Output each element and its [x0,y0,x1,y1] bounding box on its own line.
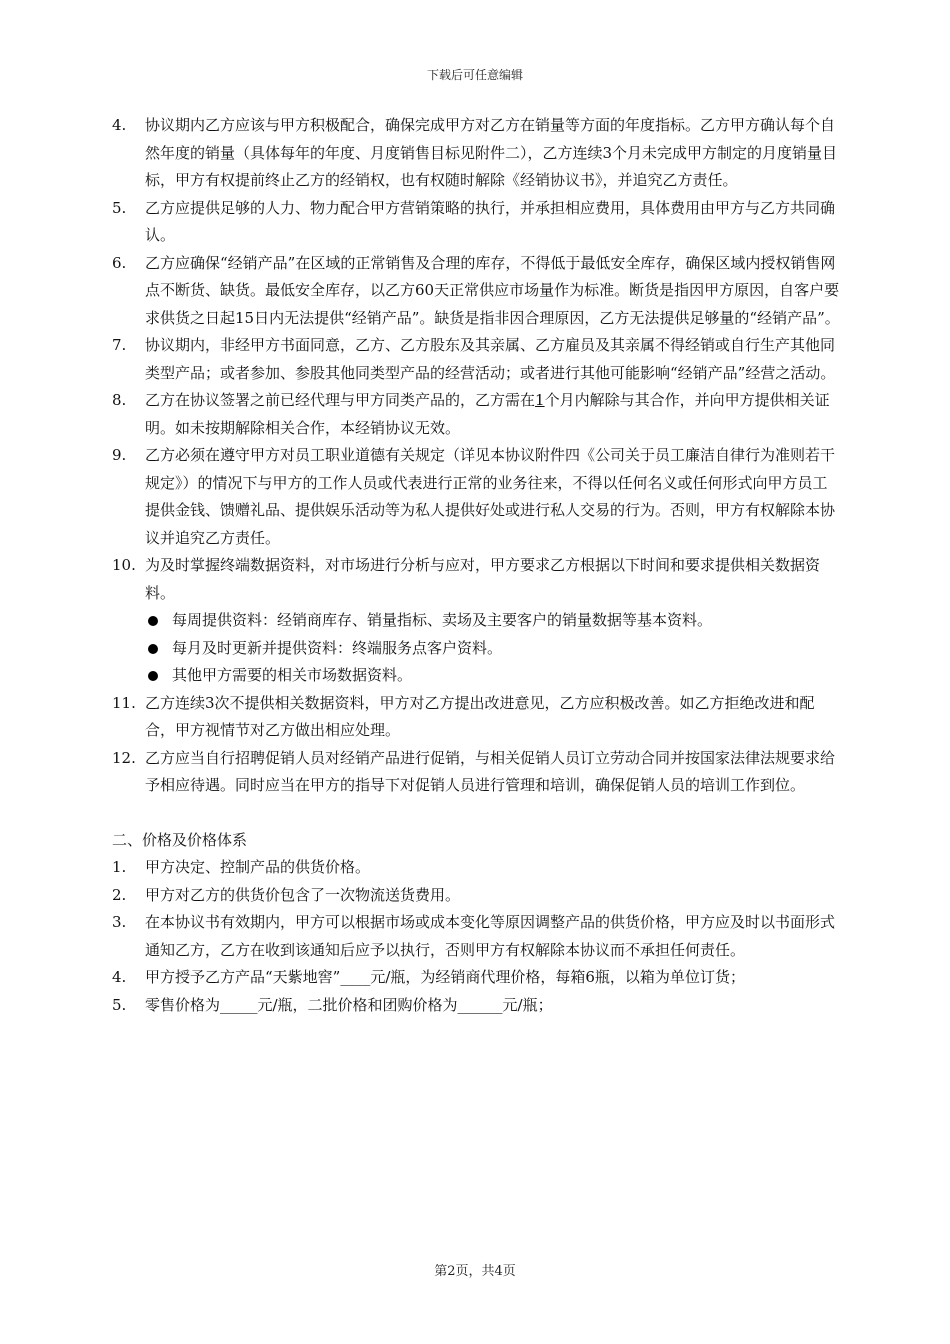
clause-number: 1. [112,858,127,876]
clause-number: 4. [112,968,127,986]
clause-10 [112,552,842,607]
clause-number: 9. [112,446,127,464]
clause-8 [112,387,842,442]
clause-12 [112,745,842,800]
clause-7 [112,332,842,387]
clause-number: 11. [112,693,136,712]
bullet-icon [148,644,158,654]
price-clause-5 [112,992,842,1020]
clause-number: 2. [112,885,127,904]
clause-text: 在本协议书有效期内，甲方可以根据市场或成本变化等原因调整产品的供货价格，甲方应及时以书面形式通知乙方，乙方在收到该通知后应予以执行，否则甲方有权解除本协议而不承担任何责任。 [145,913,836,959]
clause-text: 乙方必须在遵守甲方对员工职业道德有关规定（详见本协议附件四《公司关于员工廉洁自律行为准则若干规定》）的情况下与甲方的工作人员或代表进行正常的业务往来，不得以任何名义或任何形式向甲方员工提供金钱、馈赠礼品、提供娱乐活动等为私人提供好处或进行私人交易的行为。否则，甲方有权解除本协议并追究乙方责任。 [145,446,836,547]
clause-9 [112,442,842,552]
clause-text: 为及时掌握终端数据资料，对市场进行分析与应对，甲方要求乙方根据以下时间和要求提供相关数据资料。 [145,556,821,602]
clause-5 [112,195,842,250]
clause-number: 12. [112,748,136,767]
clause-text: 甲方对乙方的供货价包含了一次物流送货费用。 [145,885,461,904]
clause-text: 甲方决定、控制产品的供货价格。 [145,858,371,876]
bullet-text: 每周提供资料：经销商库存、销量指标、卖场及主要客户的销量数据等基本资料。 [172,611,713,629]
bullet-item [112,662,842,690]
clause-number: 10. [112,556,136,574]
clause-number: 8. [112,391,127,409]
clause-number: 4. [112,116,127,134]
section-heading-price: 二、价格及价格体系 [112,830,248,849]
clause-text: 乙方应确保“经销产品”在区域的正常销售及合理的库存，不得低于最低安全库存，确保区域内授权销售网点不断货、缺货。最低安全库存，以乙方60天正常供应市场量作为标准。断货是指因甲方原因，自客户要求供货之日起15日内无法提供“经销产品”。缺货是指非因合理原因，乙方无法提供足够量的“经销产品”。 [145,253,840,327]
bullet-text: 其他甲方需要的相关市场数据资料。 [172,666,413,684]
clause-number: 5. [112,198,127,217]
page-number: 第2页，共4页 [434,1264,516,1279]
page-header: 下载后可任意编辑 [426,68,523,82]
clause-text: 协议期内，非经甲方书面同意，乙方、乙方股东及其亲属、乙方雇员及其亲属不得经销或自行生产其他同类型产品；或者参加、参股其他同类型产品的经营活动；或者进行其他可能影响“经销产品”经营之活动。 [145,336,836,382]
clause-4 [112,112,842,195]
clause-number: 3. [112,913,127,931]
clause-number: 7. [112,336,127,354]
bullet-item [112,635,842,663]
clause-6 [112,250,842,333]
bullet-icon [148,671,158,681]
bullet-item [112,607,842,635]
clause-text-after: 个月内解除与其合作，并向甲方提供相关证明。如未按期解除相关合作，本经销协议无效。 [145,391,830,437]
clause-text: 甲方授予乙方产品“天紫地窖”____元/瓶，为经销商代理价格，每箱6瓶，以箱为单位订货； [145,968,745,986]
bullet-text: 每月及时更新并提供资料：终端服务点客户资料。 [172,638,503,657]
clause-text: 协议期内乙方应该与甲方积极配合，确保完成甲方对乙方在销量等方面的年度指标。乙方甲方确认每个自然年度的销量（具体每年的年度、月度销售目标见附件二），乙方连续3个月未完成甲方制定的月度销量目标，甲方有权提前终止乙方的经销权，也有权随时解除《经销协议书》，并追究乙方责任。 [145,116,838,189]
clause-number: 5. [112,995,127,1014]
clause-text: 乙方应提供足够的人力、物力配合甲方营销策略的执行，并承担相应费用，具体费用由甲方与乙方共同确认。 [145,198,836,244]
clause-number: 6. [112,253,127,272]
clause-text-before: 乙方在协议签署之前已经代理与甲方同类产品的，乙方需在 [145,391,536,409]
document-body [112,112,842,1019]
price-clause-3 [112,909,842,964]
months-value: 1 [535,391,545,409]
clause-text: 乙方应当自行招聘促销人员对经销产品进行促销，与相关促销人员订立劳动合同并按国家法律法规要求给予相应待遇。同时应当在甲方的指导下对促销人员进行管理和培训，确保促销人员的培训工作到位。 [145,748,836,794]
bullet-icon [148,616,158,626]
price-clause-2 [112,882,842,910]
clause-11 [112,690,842,745]
price-clause-1 [112,854,842,882]
price-clause-4 [112,964,842,992]
clause-text: 乙方连续3次不提供相关数据资料，甲方对乙方提出改进意见，乙方应积极改善。如乙方拒绝改进和配合，甲方视情节对乙方做出相应处理。 [145,693,815,739]
clause-text: 零售价格为_____元/瓶，二批价格和团购价格为______元/瓶； [145,995,553,1014]
